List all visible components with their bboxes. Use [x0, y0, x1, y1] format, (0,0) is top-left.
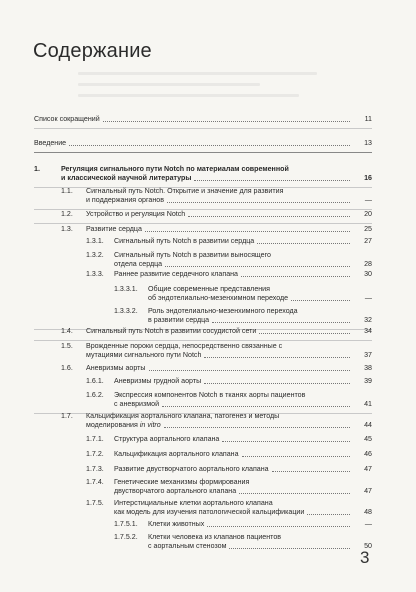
dot-leader — [167, 201, 350, 203]
toc-entry-page: 47 — [364, 465, 372, 473]
toc-entry-text: Интерстициальные клетки аортального клапана — [114, 499, 273, 507]
toc-entry-text: Роль эндотелиально-мезенхимного перехода — [148, 307, 298, 315]
toc-entry-text: Регуляция сигнального пути Notch по материалам современной — [61, 165, 289, 173]
page-number: 3 — [360, 548, 370, 567]
toc-entry-text: с аневризмой — [114, 400, 160, 408]
dot-leader — [164, 426, 350, 428]
dot-leader — [242, 455, 350, 457]
dot-leader — [204, 356, 350, 358]
toc-entry-number: 1.7.5.2. — [114, 533, 138, 541]
toc-entry-text: в развитии сердца — [148, 316, 210, 324]
toc-entry-text: мутациями сигнального пути Notch — [86, 351, 202, 359]
toc-entry-page: 46 — [364, 450, 372, 458]
toc-entry-text: и поддержания органов — [86, 196, 165, 204]
toc-entry-text: Клетки человека из клапанов пациентов — [148, 533, 282, 541]
toc-entry-page: 41 — [364, 400, 372, 408]
toc-entry-number: 1.3.2. — [86, 251, 104, 259]
toc-entry-page: 20 — [364, 210, 372, 218]
page-title: Содержание — [33, 40, 152, 62]
toc-entry-page: 39 — [364, 377, 372, 385]
dot-leader — [204, 382, 350, 384]
toc-entry-text: Развитие двустворчатого аортального клапана — [114, 465, 269, 473]
toc-entry-text: Генетические механизмы формирования — [114, 478, 250, 486]
toc-entry-number: 1.3.3.1. — [114, 285, 138, 293]
toc-entry-text: Структура аортального клапана — [114, 435, 220, 443]
toc-entry-page: 50 — [364, 542, 372, 550]
toc-entry-text: Сигнальный путь Notch в развитии выносящего — [114, 251, 272, 259]
toc-entry-page: 16 — [364, 174, 372, 182]
dot-leader — [222, 440, 350, 442]
toc-entry-text: Кальцификация аортального клапана, патогенез и методы — [86, 412, 280, 420]
toc-entry-page: 30 — [364, 270, 372, 278]
toc-entry-page: — — [364, 294, 372, 302]
separator-line — [34, 209, 372, 210]
toc-entry-text: Сигнальный путь Notch в развитии сердца — [114, 237, 255, 245]
toc-entry-page: 38 — [364, 364, 372, 372]
dot-leader — [149, 369, 351, 371]
dot-leader — [165, 265, 350, 267]
toc-entry-number: 1.3.1. — [86, 237, 104, 245]
toc-entry-text: с аортальным стенозом — [148, 542, 227, 550]
toc-entry-text: Сигнальный путь Notch в развитии сосудистой сети — [86, 327, 257, 335]
dot-leader — [188, 215, 350, 217]
toc-entry-text: моделирования in vitro — [86, 421, 161, 429]
toc-entry-number: 1.7.4. — [86, 478, 104, 486]
dot-leader — [291, 299, 350, 301]
toc-entry-text: Клетки животных — [148, 520, 205, 528]
toc-entry-number: 1.5. — [61, 342, 73, 350]
toc-entry-number: 1.6.2. — [86, 391, 104, 399]
dot-leader — [241, 275, 350, 277]
toc-entry-text: Список сокращений — [34, 115, 100, 123]
separator-line — [34, 340, 372, 341]
dot-leader — [257, 242, 350, 244]
toc-entry-text: двустворчатого аортального клапана — [114, 487, 237, 495]
dot-leader — [272, 470, 350, 472]
dot-leader — [194, 179, 350, 181]
toc-entry-page: 32 — [364, 316, 372, 324]
toc-entry-number: 1. — [34, 165, 40, 173]
dot-leader — [162, 405, 350, 407]
toc-entry-page: 28 — [364, 260, 372, 268]
toc-entry-text: Врожденные пороки сердца, непосредственно связанные с — [86, 342, 283, 350]
separator-line — [34, 128, 372, 129]
toc-entry-number: 1.7.3. — [86, 465, 104, 473]
dot-leader — [307, 513, 350, 515]
toc-entry-text: Аневризмы грудной аорты — [114, 377, 202, 385]
separator-line — [34, 223, 372, 224]
separator-line — [34, 152, 372, 153]
dot-leader — [212, 321, 350, 323]
toc-entry-number: 1.3.3.2. — [114, 307, 138, 315]
toc-entry-number: 1.4. — [61, 327, 73, 335]
toc-entry-text: Кальцификация аортального клапана — [114, 450, 239, 458]
toc-entry-text: Аневризмы аорты — [86, 364, 146, 372]
dot-leader — [239, 492, 350, 494]
toc-entry-text: об эндотелиально-мезенхимном переходе — [148, 294, 289, 302]
toc-entry-page: 13 — [364, 139, 372, 147]
toc-entry-page: — — [364, 520, 372, 528]
bleed-through-text — [78, 72, 338, 105]
toc-entry-page: 34 — [364, 327, 372, 335]
toc-entry-text: Развитие сердца — [86, 225, 142, 233]
toc-entry-page: — — [364, 196, 372, 204]
toc-entry-page: 11 — [364, 115, 372, 123]
toc-entry-page: 48 — [364, 508, 372, 516]
toc-entry-page: 25 — [364, 225, 372, 233]
toc-entry-number: 1.7.5.1. — [114, 520, 138, 528]
toc-entry-number: 1.1. — [61, 187, 73, 195]
toc-entry-text: Раннее развитие сердечного клапана — [114, 270, 239, 278]
toc-entry-text: Введение — [34, 139, 67, 147]
toc-entry-number: 1.2. — [61, 210, 73, 218]
toc-entry-text: Общие современные представления — [148, 285, 270, 293]
toc-entry-page: 37 — [364, 351, 372, 359]
dot-leader — [229, 547, 350, 549]
toc-entry-number: 1.6. — [61, 364, 73, 372]
toc-entry-page: 47 — [364, 487, 372, 495]
toc-entry-page: 44 — [364, 421, 372, 429]
toc-entry-text: Устройство и регуляция Notch — [86, 210, 186, 218]
toc-entry-text: как модель для изучения патологической кальцификации — [114, 508, 305, 516]
dot-leader — [69, 144, 350, 146]
toc-entry-text: Экспрессия компонентов Notch в тканях аорты пациентов — [114, 391, 306, 399]
toc-entry-page: 27 — [364, 237, 372, 245]
toc-entry-number: 1.3.3. — [86, 270, 104, 278]
dot-leader — [207, 525, 350, 527]
dot-leader — [103, 120, 350, 122]
toc-entry-number: 1.7. — [61, 412, 73, 420]
toc-entry-text: отдела сердца — [114, 260, 163, 268]
dot-leader — [145, 230, 350, 232]
toc-entry-number: 1.6.1. — [86, 377, 104, 385]
toc-entry-text: и классической научной литературы — [61, 174, 192, 182]
toc-entry-page: 45 — [364, 435, 372, 443]
toc-entry-text: Сигнальный путь Notch. Открытие и значение для развития — [86, 187, 284, 195]
dot-leader — [259, 332, 350, 334]
toc-entry-number: 1.7.1. — [86, 435, 104, 443]
toc-entry-number: 1.7.2. — [86, 450, 104, 458]
toc-entry-number: 1.3. — [61, 225, 73, 233]
toc-entry-number: 1.7.5. — [86, 499, 104, 507]
